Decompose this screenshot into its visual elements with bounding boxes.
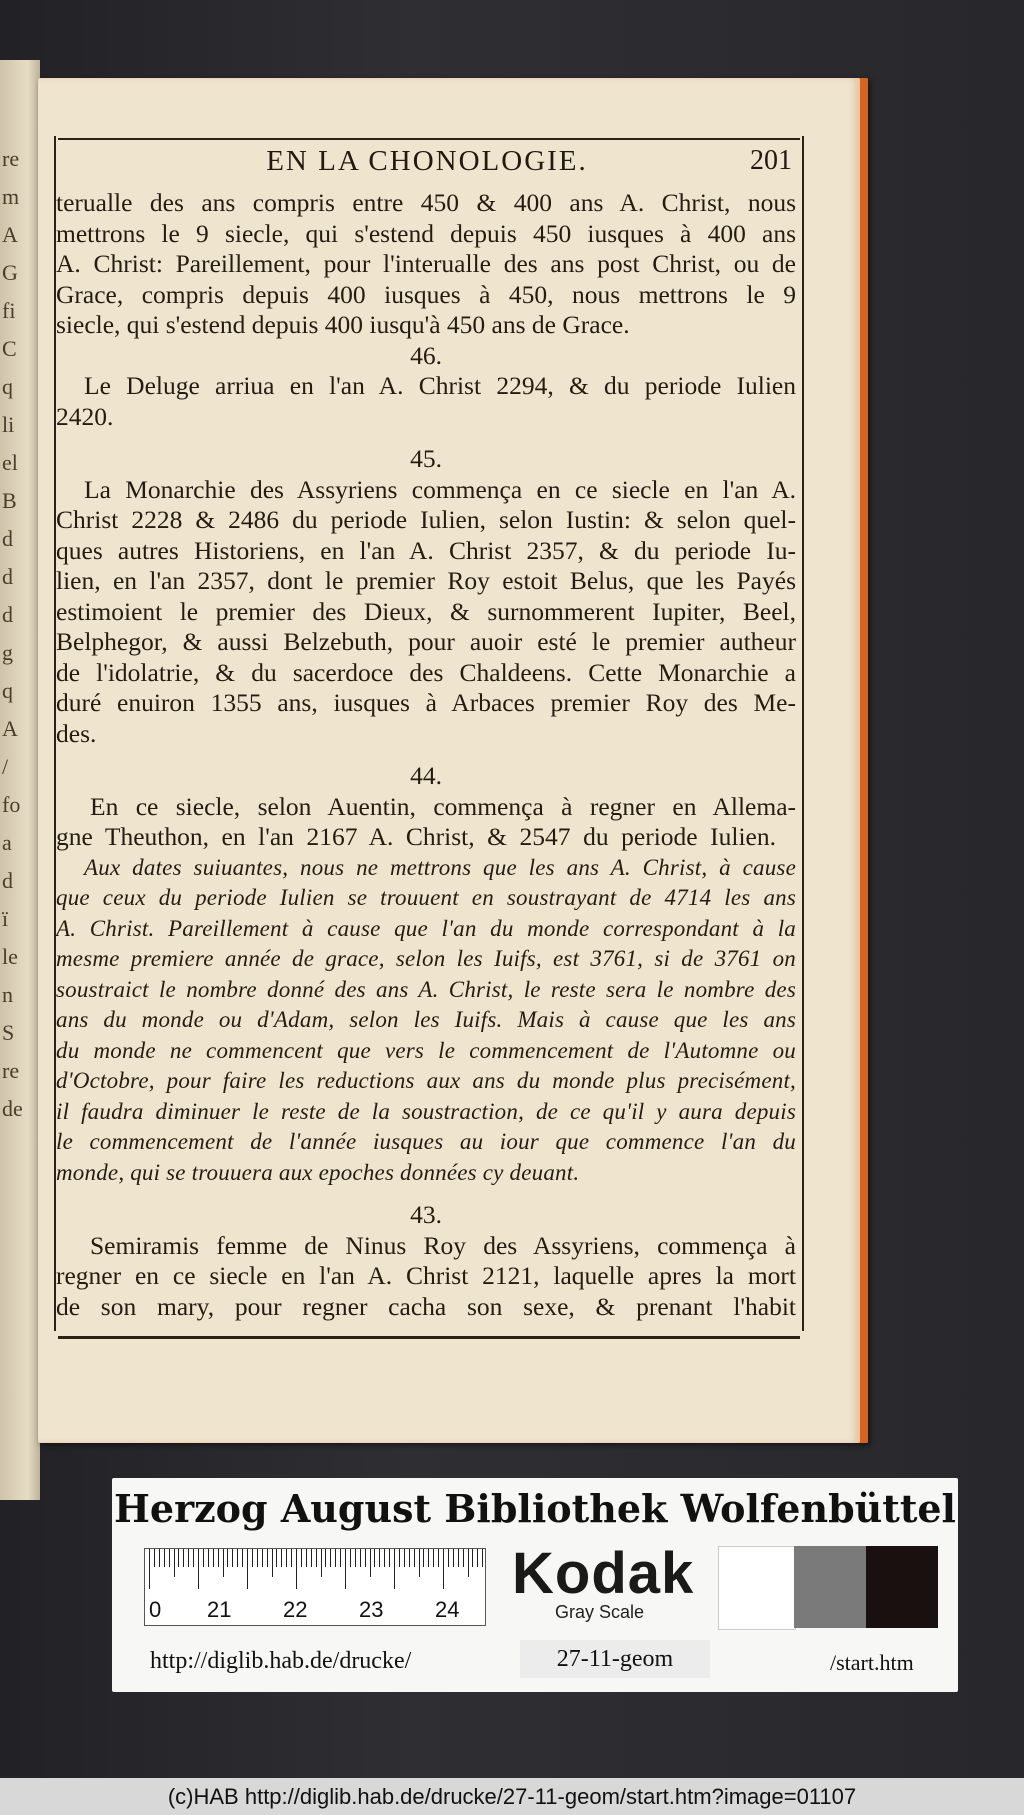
ruler-tick <box>178 1549 179 1567</box>
section-number: 43. <box>410 1200 442 1229</box>
ruler-tick <box>472 1549 473 1567</box>
ruler-tick <box>291 1549 292 1567</box>
section-number: 46. <box>410 340 442 370</box>
ruler-tick <box>242 1549 243 1567</box>
ruler-tick <box>321 1549 322 1577</box>
ruler-tick <box>438 1549 439 1567</box>
ruler-tick <box>404 1549 405 1567</box>
ruler-label: 24 <box>435 1597 460 1622</box>
ruler-tick <box>330 1549 331 1567</box>
ruler-tick <box>257 1549 258 1567</box>
italic-note-line: d'Octobre, pour faire les reductions aux ans du monde plus precisément, <box>56 1068 796 1093</box>
kodak-logo: Kodak <box>512 1541 695 1606</box>
italic-note-line: soustraict le nombre donné des ans A. Christ, le reste sera le nombre des <box>56 976 796 1002</box>
ruler-tick <box>267 1549 268 1567</box>
text-line: Grace, compris depuis 400 iusques à 450, nous mettrons le 9 <box>56 279 796 309</box>
ruler-tick <box>389 1549 390 1567</box>
copyright-footer: (c)HAB http://diglib.hab.de/drucke/27-11-geom/start.htm?image=01107 <box>0 1778 1024 1815</box>
text-line: mettrons le 9 siecle, qui s'estend depuis 450 iusques à 400 ans <box>56 218 796 248</box>
ruler-tick <box>355 1549 356 1567</box>
ruler-tick <box>262 1549 263 1567</box>
italic-note-line: ans du monde ou d'Adam, selon les Iuifs. Mais à cause que les ans <box>56 1007 796 1032</box>
page-text <box>56 188 796 1322</box>
ruler-tick <box>247 1549 248 1589</box>
ruler-tick <box>409 1549 410 1567</box>
text-line: ques autres Historiens, en l'an A. Christ 2357, & du periode Iu- <box>56 535 796 565</box>
ruler-tick <box>227 1549 228 1567</box>
ruler-tick <box>286 1549 287 1567</box>
ruler-tick <box>468 1549 469 1577</box>
text-line: La Monarchie des Assyriens commença en ce siecle en l'an A. <box>84 474 796 504</box>
ruler-tick <box>183 1549 184 1567</box>
ruler-tick <box>350 1549 351 1567</box>
text-line: estimoient le premier des Dieux, & surnommerent Iupiter, Beel, <box>56 596 796 626</box>
ruler-label: 21 <box>207 1597 232 1622</box>
gray-scale-label: Gray Scale <box>555 1602 645 1622</box>
text-line: de l'idolatrie, & du sacerdoce des Chaldeens. Cette Monarchie a <box>56 657 796 687</box>
ruler-label: 22 <box>283 1597 308 1622</box>
ruler-tick <box>218 1549 219 1567</box>
gray-swatch-dark <box>794 1546 866 1628</box>
text-line: Le Deluge arriua en l'an A. Christ 2294, & du periode Iulien <box>84 371 796 400</box>
ruler-tick <box>276 1549 277 1567</box>
page-number: 201 <box>750 145 792 176</box>
text-line: Belphegor, & aussi Belzebuth, pour auoir esté le premier autheur <box>56 627 796 656</box>
ruler-tick <box>164 1549 165 1567</box>
ruler-tick <box>311 1549 312 1567</box>
ruler-tick <box>306 1549 307 1567</box>
ruler-tick <box>301 1549 302 1567</box>
ruler-tick <box>237 1549 238 1567</box>
ruler-tick <box>159 1549 160 1567</box>
library-name: Herzog August Bibliothek Wolfenbüttel <box>114 1486 956 1531</box>
ruler-label: 23 <box>359 1597 384 1622</box>
text-line: En ce siecle, selon Auentin, commença à regner en Allema- <box>90 791 796 821</box>
ruler-tick <box>443 1549 444 1589</box>
text-line: Christ 2228 & 2486 du periode Iulien, selon Iustin: & selon quel- <box>56 505 796 534</box>
text-line: Semiramis femme de Ninus Roy des Assyriens, commença à <box>90 1230 796 1260</box>
text-line: lien, en l'an 2357, dont le premier Roy estoit Belus, que les Payés <box>56 566 796 595</box>
ruler-tick <box>384 1549 385 1567</box>
ruler-tick <box>345 1549 346 1589</box>
color-calibration-card <box>112 1478 958 1692</box>
text-line: des. <box>56 718 97 748</box>
url-prefix: http://diglib.hab.de/drucke/ <box>150 1648 412 1674</box>
running-head-title: EN LA CHONOLOGIE. <box>266 145 588 177</box>
bottom-rule <box>58 1336 800 1339</box>
facing-page-fragments: re m A G fi C q li el B d d d g q A / fo a d ï le n S re de <box>2 146 23 1121</box>
ruler-tick <box>203 1549 204 1567</box>
ruler-tick <box>149 1549 150 1589</box>
ruler-tick <box>477 1549 478 1567</box>
italic-note-line: monde, qui se trouuera aux epoches données cy deuant. <box>56 1159 580 1185</box>
ruler-tick <box>223 1549 224 1577</box>
ruler-tick <box>414 1549 415 1567</box>
ruler-tick <box>379 1549 380 1567</box>
running-head <box>56 143 798 189</box>
ruler-tick <box>213 1549 214 1567</box>
italic-note-line: A. Christ. Pareillement à cause que l'an du monde correspondant à la <box>56 915 796 941</box>
text-line: duré enuiron 1355 ans, iusques à Arbaces premier Roy des Me- <box>56 688 796 717</box>
ruler-tick <box>193 1549 194 1567</box>
ruler-tick <box>252 1549 253 1567</box>
ruler-tick <box>458 1549 459 1567</box>
ruler-tick <box>169 1549 170 1567</box>
text-line: terualle des ans compris entre 450 & 400 ans A. Christ, nous <box>56 188 796 217</box>
ruler-tick <box>374 1549 375 1567</box>
text-line: 2420. <box>56 401 114 431</box>
facing-page-edge <box>0 60 40 1500</box>
text-line: gne Theuthon, en l'an 2167 A. Christ, & 2547 du periode Iulien. <box>56 822 776 851</box>
ruler-tick <box>154 1549 155 1567</box>
ruler-tick <box>399 1549 400 1567</box>
section-number: 45. <box>410 444 442 473</box>
measurement-ruler <box>144 1548 486 1626</box>
ruler-tick <box>281 1549 282 1567</box>
italic-note-line: du monde ne commencent que vers le commencement de l'Automne ou <box>56 1037 796 1063</box>
italic-note-line: que ceux du periode Iulien se trouuent en soustrayant de 4714 les ans <box>56 885 796 910</box>
italic-note-line: Aux dates suiuantes, nous ne mettrons que les ans A. Christ, à cause <box>84 854 796 880</box>
ruler-tick <box>370 1549 371 1577</box>
gray-swatch-white <box>718 1546 796 1630</box>
ruler-tick <box>174 1549 175 1577</box>
ruler-tick <box>340 1549 341 1567</box>
ruler-tick <box>316 1549 317 1567</box>
ruler-tick <box>428 1549 429 1567</box>
italic-note-line: le commencement de l'année iusques au iour que commence l'an du <box>56 1129 796 1154</box>
ruler-tick <box>448 1549 449 1567</box>
text-line: siecle, qui s'estend depuis 400 iusqu'à 450 ans de Grace. <box>56 310 630 339</box>
ruler-tick <box>188 1549 189 1567</box>
ruler-tick <box>394 1549 395 1589</box>
ruler-tick <box>453 1549 454 1567</box>
ruler-tick <box>198 1549 199 1589</box>
ruler-tick <box>208 1549 209 1567</box>
url-suffix: /start.htm <box>830 1650 914 1675</box>
section-number: 44. <box>410 761 442 790</box>
ruler-tick <box>419 1549 420 1577</box>
ruler-tick <box>272 1549 273 1577</box>
gray-swatch-black <box>866 1546 938 1628</box>
book-page <box>38 78 868 1443</box>
text-line: A. Christ: Pareillement, pour l'interualle des ans post Christ, ou de <box>56 249 796 278</box>
ruler-tick <box>482 1549 483 1567</box>
url-document-id: 27-11-geom <box>520 1640 710 1678</box>
ruler-tick <box>325 1549 326 1567</box>
text-line: de son mary, pour regner cacha son sexe, & prenant l'habit <box>56 1291 796 1321</box>
ruler-tick <box>360 1549 361 1567</box>
italic-note-line: il faudra diminuer le reste de la soustraction, de ce qu'il y aura depuis <box>56 1098 796 1124</box>
ruler-label: 0 <box>149 1597 162 1622</box>
ruler-tick <box>463 1549 464 1567</box>
ruler-tick <box>423 1549 424 1567</box>
ruler-tick <box>433 1549 434 1567</box>
ruler-tick <box>296 1549 297 1589</box>
text-line: regner en ce siecle en l'an A. Christ 2121, laquelle apres la mort <box>56 1261 796 1290</box>
italic-note-line: mesme premiere année de grace, selon les Iuifs, est 3761, si de 3761 on <box>56 946 796 971</box>
ruler-tick <box>335 1549 336 1567</box>
ruler-tick <box>232 1549 233 1567</box>
ruler-tick <box>365 1549 366 1567</box>
